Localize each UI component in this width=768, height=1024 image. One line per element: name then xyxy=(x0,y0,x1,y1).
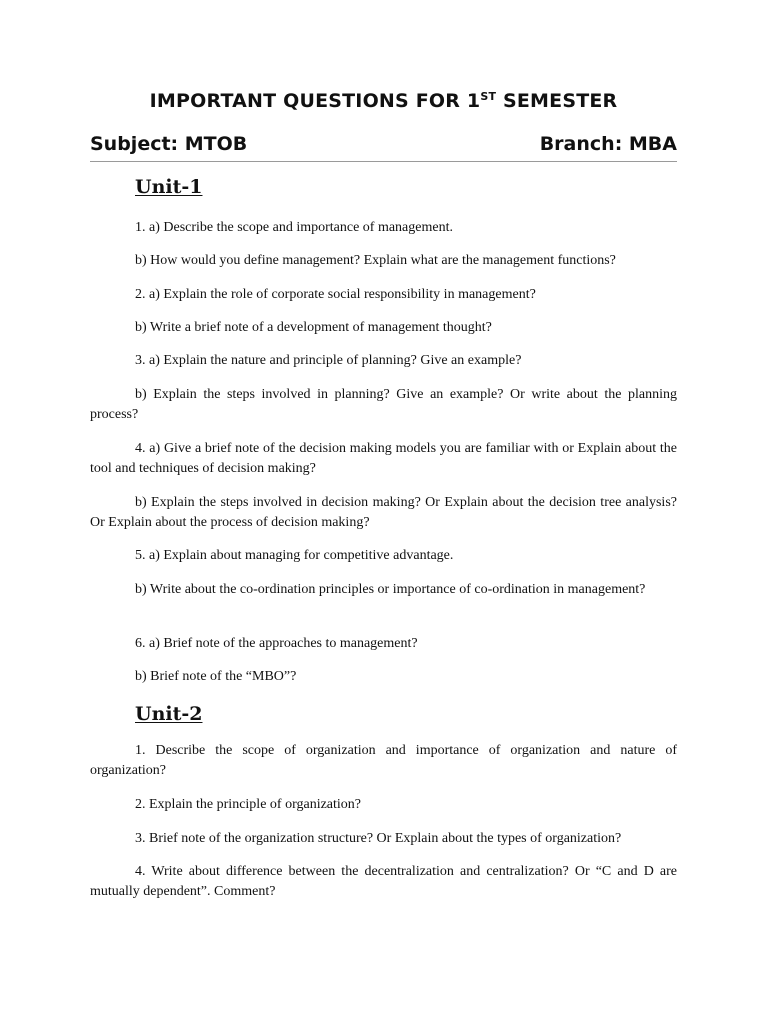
subject-branch-row xyxy=(90,133,677,162)
question-item: b) Explain the steps involved in decision making? Or Explain about the decision tree analysis? Or Explain about the process of decision making? xyxy=(90,495,677,530)
question-item: 2. Explain the principle of organization? xyxy=(135,797,362,812)
question-item: 6. a) Brief note of the approaches to management? xyxy=(135,636,418,651)
title-superscript: ST xyxy=(480,90,497,103)
question-item: b) Brief note of the “MBO”? xyxy=(135,669,297,684)
question-item: b) Write about the co-ordination principles or importance of co-ordination in management? xyxy=(135,582,646,597)
subject-label: Subject: MTOB xyxy=(90,133,248,155)
unit-2-heading: Unit-2 xyxy=(135,703,203,725)
title-main: IMPORTANT QUESTIONS FOR 1 xyxy=(149,90,481,112)
question-item: 5. a) Explain about managing for competitive advantage. xyxy=(135,548,454,563)
question-item: 1. a) Describe the scope and importance of management. xyxy=(135,220,453,235)
title-end: SEMESTER xyxy=(496,90,618,112)
page-title xyxy=(90,90,677,112)
question-item: b) How would you define management? Explain what are the management functions? xyxy=(135,253,616,268)
question-item: 1. Describe the scope of organization and importance of organization and nature of organization? xyxy=(90,743,677,778)
question-item: 4. a) Give a brief note of the decision making models you are familiar with or Explain about the tool and techniques of decision making? xyxy=(90,441,677,476)
question-item: 2. a) Explain the role of corporate social responsibility in management? xyxy=(135,287,536,302)
branch-label: Branch: MBA xyxy=(539,133,677,155)
unit-1-heading: Unit-1 xyxy=(135,176,203,198)
question-item: b) Explain the steps involved in planning? Give an example? Or write about the planning process? xyxy=(90,387,677,422)
question-item: 3. Brief note of the organization structure? Or Explain about the types of organization? xyxy=(135,831,622,846)
question-item: 3. a) Explain the nature and principle of planning? Give an example? xyxy=(135,353,522,368)
question-item: 4. Write about difference between the decentralization and centralization? Or “C and D are mutually dependent”. Comment? xyxy=(90,864,677,899)
question-item: b) Write a brief note of a development of management thought? xyxy=(135,320,492,335)
